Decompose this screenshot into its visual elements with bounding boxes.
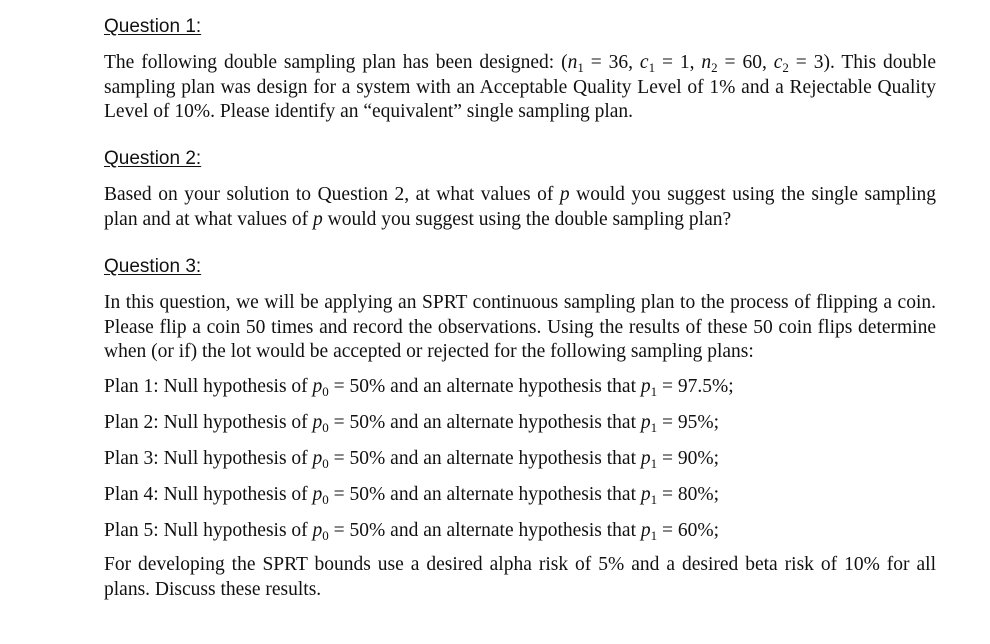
- plan-1-line: Plan 1: Null hypothesis of $p_0 = 50\%$ and an alternate hypothesis that $p_1 = 97.5\%$;: [104, 376, 734, 399]
- plan-2-line: Plan 2: Null hypothesis of $p_0 = 50\%$ and an alternate hypothesis that $p_1 = 95\%$;: [104, 412, 720, 435]
- plan-4-line: Plan 4: Null hypothesis of $p_0 = 50\%$ and an alternate hypothesis that $p_1 = 80\%$;: [104, 484, 720, 507]
- question-3-intro: In this question, we will be applying an SPRT continuous sampling plan to the process of flipping a coin. Please flip a coin 50 times and record the observations. Using the results of these 50 coin flips determine when (or if) the lot would be accepted or rejected for the following sampling plans:: [104, 292, 936, 362]
- question-2-text: Based on your solution to Question 2, at what values of p would you suggest using the single sampling plan and at what values of p would you suggest using the double sampling plan?: [104, 184, 937, 230]
- question-3-closing: For developing the SPRT bounds use a desired alpha risk of 5% and a desired beta risk of 10% for all plans. Discuss these results.: [104, 554, 936, 600]
- question-2-heading: Question 2:: [104, 148, 202, 169]
- plan-3-line: Plan 3: Null hypothesis of $p_0 = 50\%$ and an alternate hypothesis that $p_1 = 90\%$;: [104, 448, 720, 471]
- question-1-text: [104, 51, 936, 125]
- question-3-heading: Question 3:: [104, 256, 202, 277]
- q1-text-b: . This double sampling plan was design for a system with an Acceptable Quality Level of 1% and a Rejectable Quality Level of 10%. Please identify an “equivalent” single sampling plan.: [104, 52, 937, 122]
- q1-formula: ($n_1 = 36$, $c_1 = 1$, $n_2 = 60$, $c_2 = 3$): [561, 52, 830, 75]
- q1-text-a: The following double sampling plan has been designed:: [104, 52, 562, 73]
- question-1-heading: Question 1:: [104, 16, 202, 37]
- plan-5-line: Plan 5: Null hypothesis of $p_0 = 50\%$ and an alternate hypothesis that $p_1 = 60\%$;: [104, 520, 720, 543]
